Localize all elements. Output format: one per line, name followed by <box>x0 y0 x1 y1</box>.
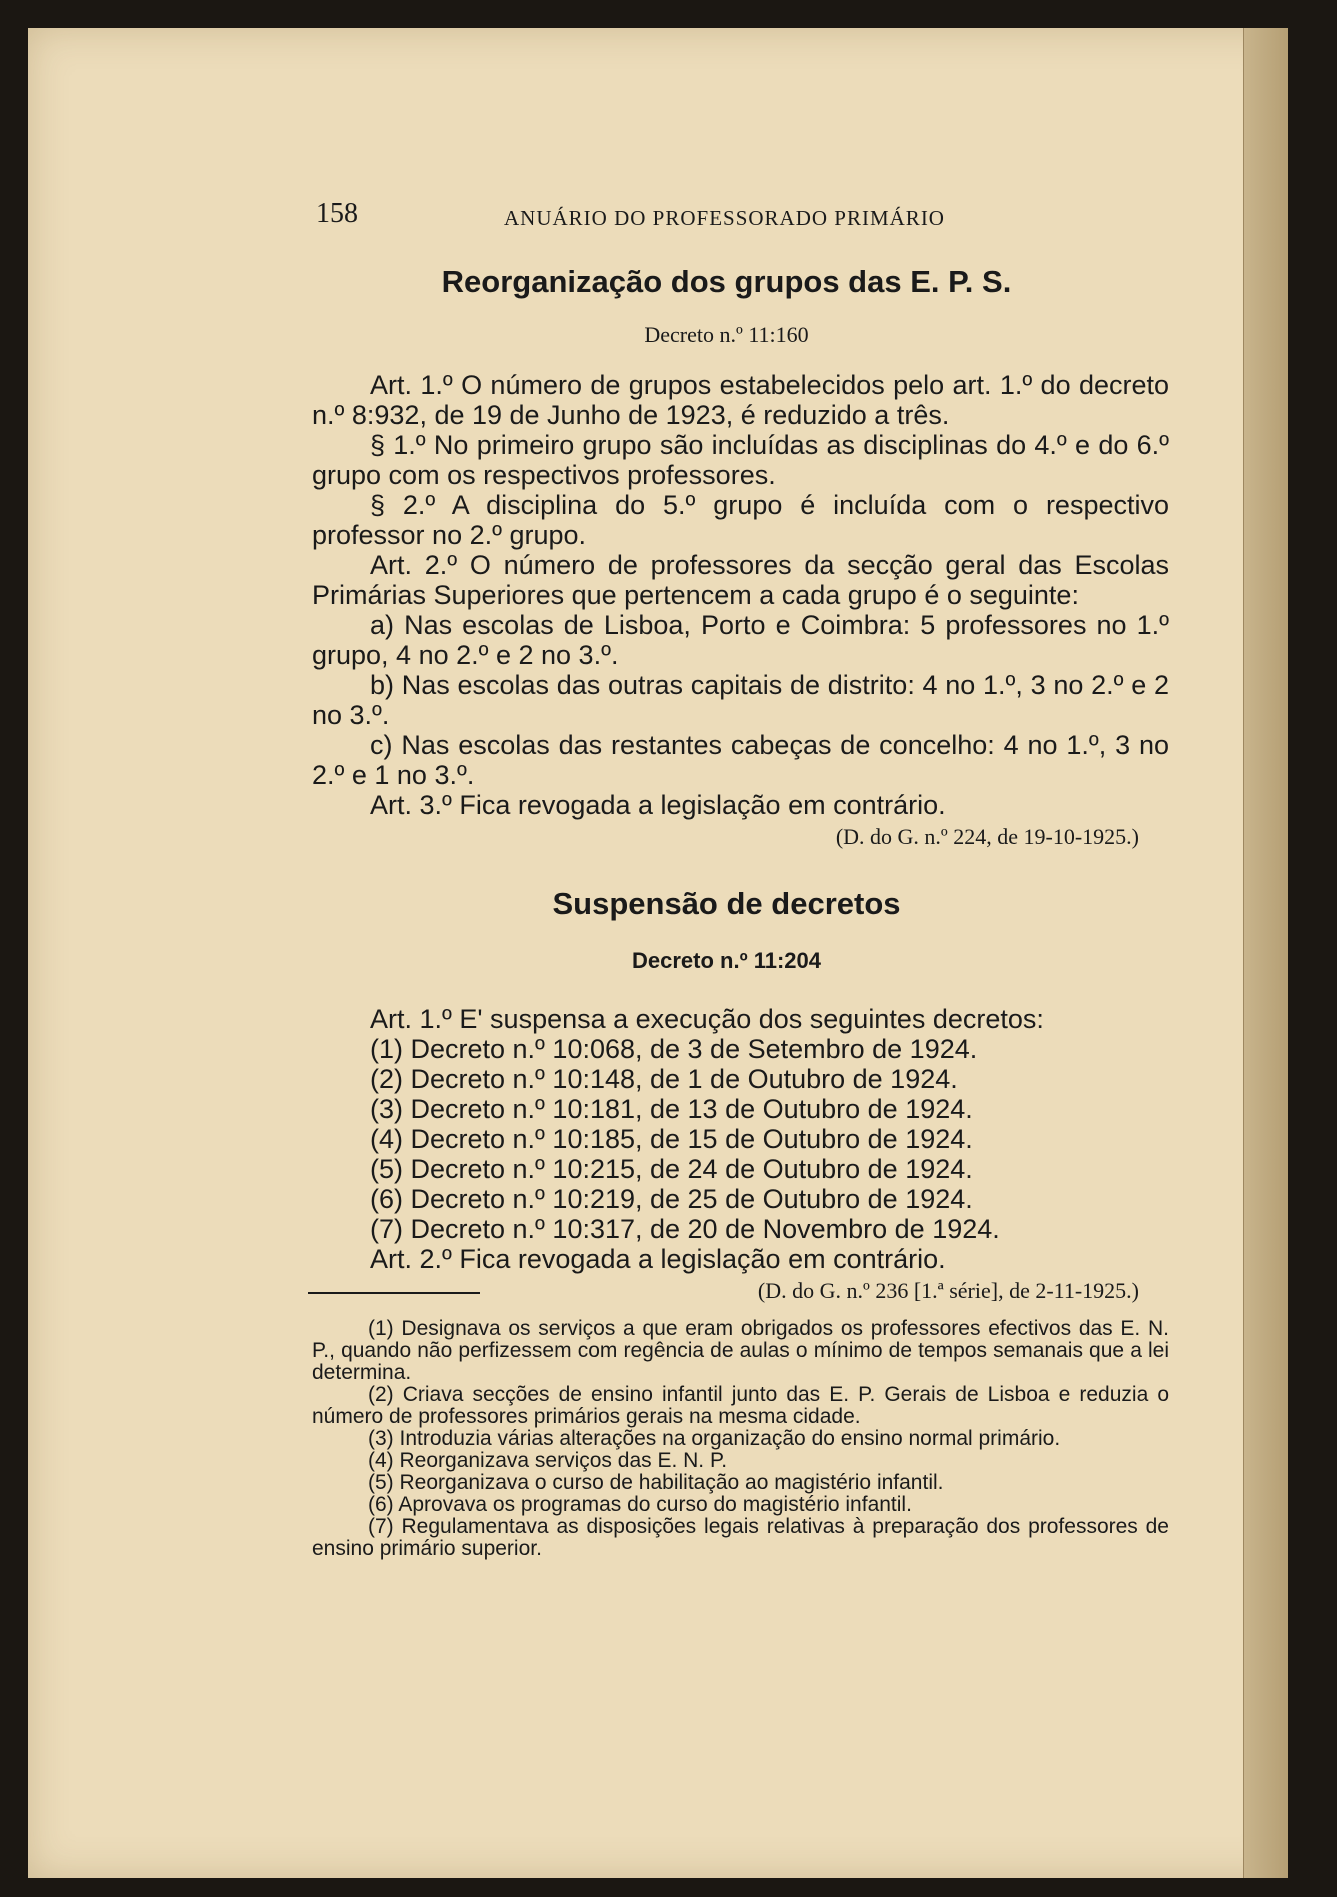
article-paragraph: Art. 1.º O número de grupos estabelecidos pelo art. 1.º do decreto n.º 8:932, de 19 de Junho de 1923, é reduzido a três. <box>312 370 1169 430</box>
list-item: (6) Decreto n.º 10:219, de 25 de Outubro de 1924. <box>370 1184 973 1214</box>
article-paragraph: Art. 2.º Fica revogada a legislação em contrário. <box>370 1244 946 1274</box>
article-paragraph: § 2.º A disciplina do 5.º grupo é incluída com o respectivo professor no 2.º grupo. <box>312 490 1169 550</box>
list-item: (4) Decreto n.º 10:185, de 15 de Outubro de 1924. <box>370 1124 973 1154</box>
article-paragraph: b) Nas escolas das outras capitais de distrito: 4 no 1.º, 3 no 2.º e 2 no 3.º. <box>312 670 1169 730</box>
footnote: (7) Regulamentava as disposições legais relativas à preparação dos professores de ensino primário superior. <box>312 1515 1169 1560</box>
article-paragraph: Art. 1.º E' suspensa a execução dos seguintes decretos: <box>370 1004 1044 1034</box>
list-item: (3) Decreto n.º 10:181, de 13 de Outubro de 1924. <box>370 1094 973 1124</box>
source-citation: (D. do G. n.º 236 [1.ª série], de 2-11-1925.) <box>757 1278 1139 1303</box>
article-paragraph: § 1.º No primeiro grupo são incluídas as disciplinas do 4.º e do 6.º grupo com os respectivos professores. <box>312 430 1169 490</box>
page-content <box>284 178 1169 1560</box>
footnote: (3) Introduzia várias alterações na organização do ensino normal primário. <box>368 1427 1061 1450</box>
article-paragraph: Art. 3.º Fica revogada a legislação em contrário. <box>370 790 946 820</box>
section1-body <box>284 370 1169 820</box>
article-paragraph: Art. 2.º O número de professores da secção geral das Escolas Primárias Superiores que pertencem a cada grupo é o seguinte: <box>312 550 1169 610</box>
list-item: (1) Decreto n.º 10:068, de 3 de Setembro de 1924. <box>370 1034 978 1064</box>
section-title-reorganizacao: Reorganização dos grupos das E. P. S. <box>441 264 1012 299</box>
section2-closing <box>284 1244 1169 1274</box>
page-number: 158 <box>316 198 358 229</box>
footnote: (4) Reorganizava serviços das E. N. P. <box>368 1449 728 1472</box>
decree-number: Decreto n.º 11:204 <box>631 948 822 973</box>
footnote: (5) Reorganizava o curso de habilitação ao magistério infantil. <box>368 1471 944 1494</box>
footnote-rule <box>308 1292 480 1294</box>
scanned-page <box>28 28 1288 1878</box>
decree-number: Decreto n.º 11:160 <box>644 322 809 347</box>
decree-list <box>284 1034 1169 1244</box>
source-citation: (D. do G. n.º 224, de 19-10-1925.) <box>835 824 1139 849</box>
list-item: (2) Decreto n.º 10:148, de 1 de Outubro de 1924. <box>370 1064 958 1094</box>
article-paragraph: a) Nas escolas de Lisboa, Porto e Coimbra: 5 professores no 1.º grupo, 4 no 2.º e 2 no 3.º. <box>312 610 1169 670</box>
running-head: ANUÁRIO DO PROFESSORADO PRIMÁRIO <box>504 206 945 230</box>
section2-body <box>284 1004 1169 1034</box>
list-item: (7) Decreto n.º 10:317, de 20 de Novembro de 1924. <box>370 1214 1000 1244</box>
footnotes <box>284 1318 1169 1560</box>
list-item: (5) Decreto n.º 10:215, de 24 de Outubro de 1924. <box>370 1154 973 1184</box>
footnote-separator-row <box>284 1274 1169 1304</box>
section-title-suspensao: Suspensão de decretos <box>552 886 901 921</box>
footnote: (2) Criava secções de ensino infantil junto das E. P. Gerais de Lisboa e reduzia o número de professores primários gerais na mesma cidade. <box>312 1383 1169 1428</box>
footnote: (6) Aprovava os programas do curso do magistério infantil. <box>368 1493 912 1516</box>
footnote: (1) Designava os serviços a que eram obrigados os professores efectivos das E. N. P., quando não perfizessem com regência de aulas o mínimo de tempos semanais que a lei determina. <box>312 1317 1169 1384</box>
page-header <box>284 178 1169 230</box>
article-paragraph: c) Nas escolas das restantes cabeças de concelho: 4 no 1.º, 3 no 2.º e 1 no 3.º. <box>312 730 1169 790</box>
page-edge <box>1243 28 1288 1878</box>
